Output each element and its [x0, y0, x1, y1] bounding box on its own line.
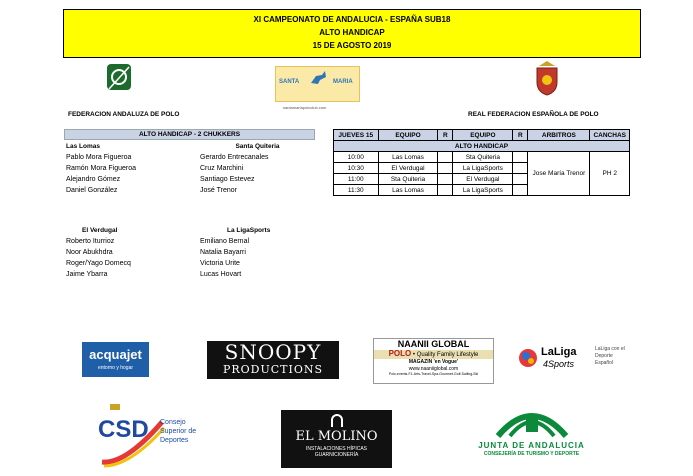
table-row — [334, 152, 630, 163]
player: Gerardo Entrecanales — [200, 154, 269, 161]
el-molino-logo — [281, 410, 392, 468]
title-line-1: XI CAMPEONATO DE ANDALUCIA - ESPAÑA SUB18 — [253, 15, 451, 24]
player: Jaime Ybarra — [66, 271, 108, 278]
acquajet-tag: entorno y hogar — [97, 365, 134, 371]
match-team1: Las Lomas — [378, 152, 438, 163]
player: Roberto Iturrioz — [66, 238, 115, 245]
naanii-polo: POLO — [388, 349, 412, 358]
match-team2: El Verdugal — [453, 174, 513, 185]
match-team1: Las Lomas — [378, 185, 438, 196]
fap-logo — [104, 62, 134, 92]
score2 — [513, 163, 528, 174]
col-header: JUEVES 15 — [334, 130, 379, 141]
player: Ramón Mora Figueroa — [66, 165, 137, 172]
player: Daniel González — [66, 187, 118, 194]
referee: Jose María Trenor — [528, 152, 590, 196]
col-header: EQUIPO — [453, 130, 513, 141]
score1 — [438, 152, 453, 163]
match-time: 10:30 — [334, 163, 379, 174]
santa-maria-logo — [275, 66, 360, 102]
score1 — [438, 185, 453, 196]
csd-abbr: CSD — [98, 416, 149, 443]
naanii-url: www.naaniiglobal.com — [408, 366, 459, 372]
player: Cruz Marchini — [200, 165, 244, 172]
junta-emblem-icon — [490, 402, 574, 440]
player: Natalia Bayarri — [200, 249, 246, 256]
col-header: R — [438, 130, 453, 141]
schedule-table — [333, 129, 630, 196]
team-santa-quiteria — [200, 141, 315, 196]
player: Alejandro Gómez — [66, 176, 121, 183]
field: PH 2 — [590, 152, 630, 196]
match-time: 10:00 — [334, 152, 379, 163]
molino-sub2: GUARNICIONERÍA — [314, 452, 359, 458]
molino-name: EL MOLINO — [295, 429, 378, 444]
laliga-ball-icon — [517, 347, 539, 369]
junta-sub: CONSEJERÍA DE TURISMO Y DEPORTE — [483, 451, 580, 457]
col-header: CANCHAS — [590, 130, 630, 141]
player: Lucas Hovart — [200, 271, 242, 278]
rfep-name: REAL FEDERACION ESPAÑOLA DE POLO — [468, 111, 599, 118]
match-time: 11:30 — [334, 185, 379, 196]
match-team2: Sta Quiteria — [453, 152, 513, 163]
junta-name: JUNTA DE ANDALUCIA — [478, 441, 585, 450]
naanii-title: NAANII GLOBAL — [397, 339, 470, 349]
snoopy-productions-logo — [207, 341, 339, 379]
csd-logo — [96, 402, 206, 468]
championship-title-box — [63, 9, 641, 58]
section-label: ALTO HANDICAP — [334, 141, 630, 152]
laliga-4sports-logo — [517, 342, 627, 376]
naanii-tagline: Quality Family Lifestyle — [416, 352, 479, 358]
teams-header: ALTO HANDICAP - 2 CHUKKERS — [64, 129, 315, 140]
score1 — [438, 163, 453, 174]
col-header: R — [513, 130, 528, 141]
team-la-ligasports — [200, 225, 315, 280]
match-team2: La LigaSports — [453, 185, 513, 196]
csd-text: Consejo Superior de Deportes — [160, 419, 197, 444]
snoopy-line2: PRODUCTIONS — [222, 363, 324, 376]
player: Pablo Mora Figueroa — [66, 154, 132, 161]
schedule-section-row — [334, 141, 630, 152]
naanii-mag: MAGAZIN 'en Vogue' — [408, 359, 459, 365]
naanii-global-logo: NAANII GLOBAL POLO • Quality Family Lifestyle MAGAZIN 'en Vogue' www.naaniiglobal.com Polo-events-F1-Arts-Travel-Spa-Gourmet-Golf-Sailing-Ski — [373, 338, 494, 384]
faprole-name: FEDERACION ANDALUZA DE POLO — [68, 111, 180, 118]
score2 — [513, 185, 528, 196]
rfep-crest-logo — [533, 60, 561, 96]
score1 — [438, 174, 453, 185]
naanii-foot: Polo-events-F1-Arts-Travel-Spa-Gourmet-Golf-Sailing-Ski — [388, 372, 479, 376]
match-team2: La LigaSports — [453, 163, 513, 174]
match-time: 11:00 — [334, 174, 379, 185]
team-name: El Verdugal — [82, 227, 118, 234]
score2 — [513, 152, 528, 163]
player: Noor Abukhdra — [66, 249, 113, 256]
player: Victoria Urite — [200, 260, 240, 267]
laliga-name: LaLiga — [541, 346, 577, 358]
title-line-3: 15 DE AGOSTO 2019 — [312, 41, 392, 50]
team-name: La LigaSports — [227, 227, 271, 234]
player: Roger/Yago Domecq — [66, 260, 131, 267]
player: Santiago Estevez — [200, 176, 255, 183]
snoopy-line1: SNOOPY — [224, 340, 322, 364]
logo-text-maria: MARIA — [333, 79, 353, 85]
acquajet-logo — [82, 342, 149, 377]
laliga-side: LaLiga con el Deporte Español — [595, 346, 625, 366]
junta-andalucia-logo — [474, 402, 589, 466]
player: Emiliano Bernal — [200, 238, 250, 245]
santa-maria-url: santamariapoloclub.com — [283, 105, 327, 110]
team-el-verdugal — [66, 225, 196, 280]
score2 — [513, 174, 528, 185]
molino-sub1: INSTALACIONES HÍPICAS — [305, 446, 368, 452]
match-team1: El Verdugal — [378, 163, 438, 174]
team-name: Santa Quiteria — [235, 143, 280, 150]
logo-text-santa: SANTA — [279, 79, 300, 85]
team-name: Las Lomas — [66, 143, 100, 150]
col-header: EQUIPO — [378, 130, 438, 141]
acquajet-name: acquajet — [89, 347, 142, 362]
horseshoe-icon — [329, 414, 345, 428]
schedule-header-row — [334, 130, 630, 141]
team-las-lomas — [66, 141, 196, 196]
title-line-2: ALTO HANDICAP — [319, 28, 385, 37]
col-header: ARBITROS — [528, 130, 590, 141]
match-team1: Sta Quiteria — [378, 174, 438, 185]
laliga-sub: 4Sports — [543, 359, 575, 369]
player: José Trenor — [200, 187, 237, 194]
